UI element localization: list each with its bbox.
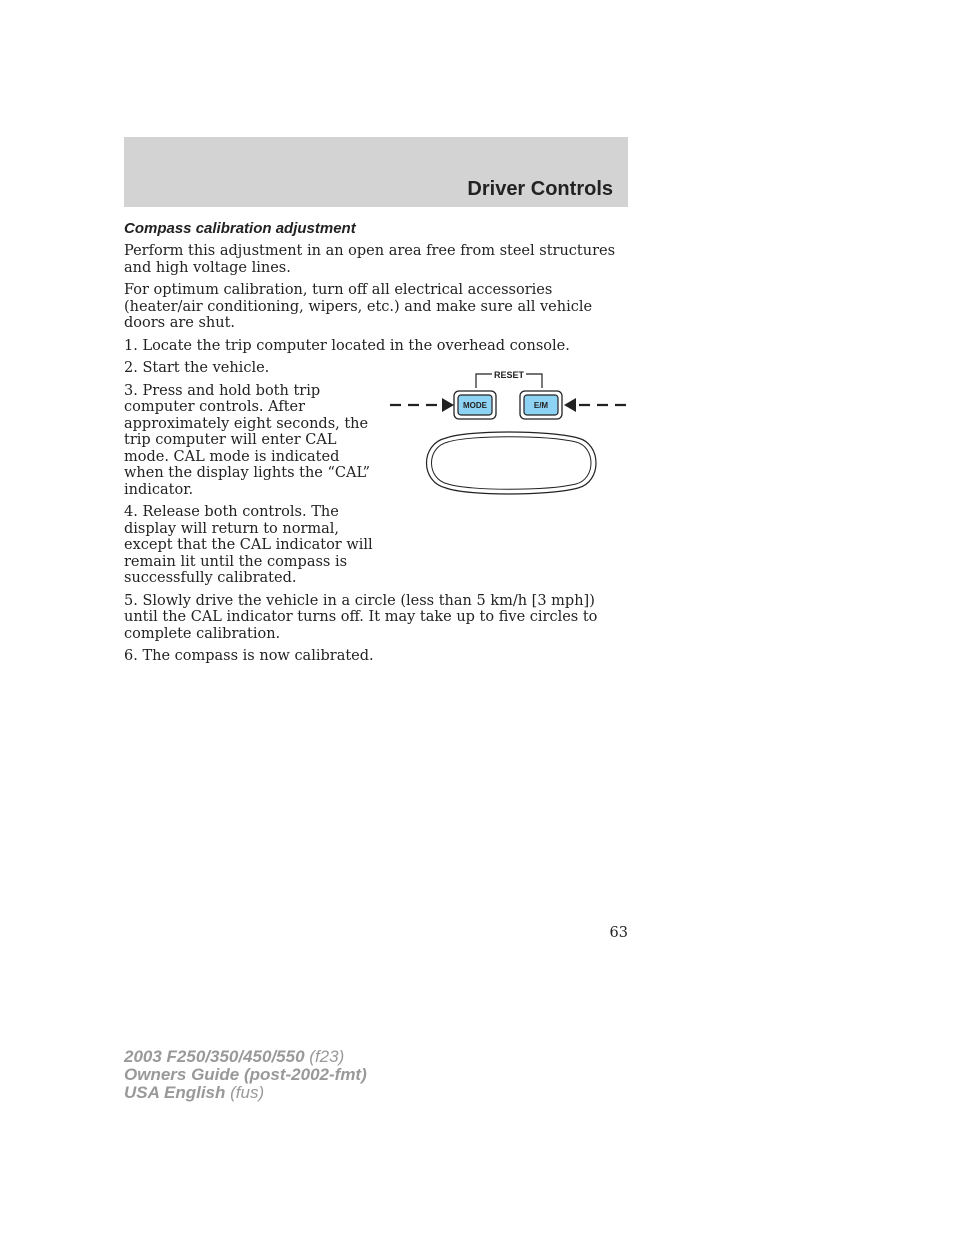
- mode-button-label: MODE: [463, 401, 487, 410]
- section-title: Driver Controls: [467, 178, 613, 200]
- em-button-label: E/M: [533, 401, 549, 410]
- display-inner-bezel: [432, 437, 592, 490]
- step-2: 2. Start the vehicle.: [124, 360, 270, 376]
- left-arrowhead-icon: [442, 398, 454, 412]
- step-5: 5. Slowly drive the vehicle in a circle (less than 5 km/h [3 mph]) until the CAL indicator turns off. It may take up to five circles to complete calibration.: [124, 592, 598, 642]
- console-diagram: [388, 366, 628, 496]
- step-1: 1. Locate the trip computer located in the overhead console.: [124, 337, 570, 354]
- console-illustration: [388, 366, 628, 496]
- step-6: 6. The compass is now calibrated.: [124, 648, 374, 664]
- footer-line-3: [124, 1084, 367, 1102]
- footer-line-2: Owners Guide (post-2002-fmt): [124, 1065, 367, 1084]
- footer-language-code: (fus): [230, 1083, 265, 1102]
- step-4-text: 4. Release both controls. The display will return to normal, except that the CAL indicator will remain lit until the compass is successfully calibrated.: [124, 504, 373, 586]
- paragraph: Perform this adjustment in an open area free from steel structures and high voltage lines.: [124, 243, 616, 276]
- step-3: 3. Press and hold both trip computer controls. After approximately eight seconds, the trip computer will enter CAL mode. CAL mode is indicated when the display lights the “CAL” indicator.: [124, 382, 371, 498]
- step-4: [124, 504, 628, 587]
- footer-model-code: (f23): [309, 1047, 345, 1066]
- page-number: 63: [609, 925, 628, 941]
- header-band: [124, 137, 628, 207]
- footer: [124, 1048, 367, 1102]
- footer-line-1: [124, 1048, 367, 1066]
- right-arrowhead-icon: [564, 398, 576, 412]
- reset-label: RESET: [493, 370, 525, 380]
- footer-language: USA English: [124, 1083, 226, 1102]
- footer-model: 2003 F250/350/450/550: [124, 1047, 305, 1066]
- paragraph: For optimum calibration, turn off all electrical accessories (heater/air conditioning, wipers, etc.) and make sure all vehicle doors are shut.: [124, 282, 593, 331]
- subheading: Compass calibration adjustment: [124, 220, 356, 237]
